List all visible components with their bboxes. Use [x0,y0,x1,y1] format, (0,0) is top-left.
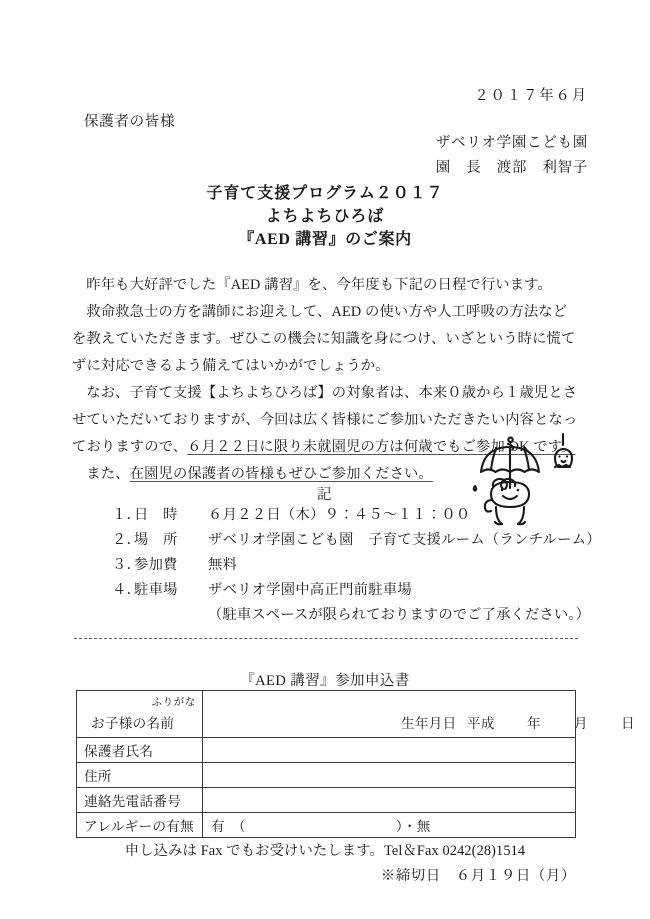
furigana-label: ふりがな [151,697,196,708]
notice-item-4-label: 駐車場 [134,582,178,598]
body-paragraph-4-text: また、 [86,466,130,482]
notice-item-2-value: ザベリオ学園こども園 子育て支援ルーム（ランチルーム） [208,532,601,548]
allergy-separator-text: ）・無 [395,819,431,834]
guardian-name-label: 保護者氏名 [77,738,203,763]
child-name-label-cell [77,691,203,738]
notice-item-4 [112,578,601,603]
notice-parking-note: （駐車スペースが限られておりますのでご了承ください。） [208,607,591,623]
address-label: 住所 [77,763,203,788]
phone-input-cell[interactable] [203,788,576,813]
dob-day-unit: 日 [621,716,635,731]
notice-item-3 [112,553,601,578]
cut-line-divider [74,638,578,639]
table-row-allergy [77,813,576,838]
phone-label: 連絡先電話番号 [77,788,203,813]
child-name-label: お子様の名前 [91,716,175,731]
application-form-table [76,690,635,838]
body-paragraph-2: 救命救急士の方を講師にお迎えして、AED の使い方や人工呼吸の方法などを教えていただきます。ぜひこの機会に知識を身につけ、いざという時に慌てずに対応できるよう備えてはいかがでしょうか。 [72,304,576,374]
allergy-label: アレルギーの有無 [77,813,203,838]
form-title: 『AED 講習』参加申込書 [240,673,410,689]
notice-item-4-value: ザベリオ学園中高正門前駐車場 [208,582,413,598]
umbrella-icon [481,438,539,488]
child-name-input-cell[interactable] [203,691,635,738]
notice-item-1 [112,503,601,528]
dob-month-unit: 月 [574,716,588,731]
notice-item-1-number: １． [112,507,142,523]
allergy-yes-text: 有 （ [211,819,246,834]
notice-item-1-label: 日 時 [134,507,178,523]
body-paragraph-3-underlined: ６月２２日に限り未就園児の方は何歳でもご参加 OK です。 [187,439,576,455]
table-row-phone [77,788,576,813]
table-row-child-name [77,691,576,738]
notice-item-2 [112,528,601,553]
document-date: ２０１７年６月 [474,88,588,104]
dob-label: 生年月日 [401,716,457,731]
allergy-input-cell[interactable] [203,813,576,838]
addressee: 保護者の皆様 [84,114,176,130]
notice-item-2-label: 場 所 [134,532,178,548]
page-title-line2: よちよちひろば [265,208,385,225]
notice-item-3-value: 無料 [208,557,238,573]
notice-item-1-value: ６月２２日（木）９：４５〜１１：００ [208,507,471,523]
body-paragraph-1: 昨年も大好評でした『AED 講習』を、今年度も下記の日程で行います。 [86,277,552,293]
body-paragraph-3-text: なお、子育て支援【よちよちひろば】の対象者は、本来０歳から１歳児とさせていただいておりますが、今回は広く皆様にご参加いただきたい内容となっておりますので、 [72,385,578,455]
guardian-name-input-cell[interactable] [203,738,576,763]
dob-year-unit: 年 [527,716,541,731]
table-row-guardian-name [77,738,576,763]
notice-list [112,503,601,628]
notice-item-4-number: ４． [112,582,142,598]
page-title-line3: 『AED 講習』のご案内 [238,231,412,248]
address-input-cell[interactable] [203,763,576,788]
teru-teru-bozu-icon [555,434,572,467]
body-paragraph-4-underlined: 在園児の保護者の皆様もぜひご参加ください。 [129,466,433,482]
notice-heading: 記 [317,487,333,503]
notice-item-2-number: ２． [112,532,142,548]
dob-era: 平成 [467,716,495,731]
organization-name: ザベリオ学園こども園 [435,135,588,151]
deadline-note: ※締切日 ６月１９日（月） [380,868,576,884]
organization-head: 園 長 渡部 利智子 [435,160,588,176]
page-title-line1: 子育て支援プログラム２０１７ [206,185,444,202]
notice-item-3-number: ３． [112,557,142,573]
notice-item-3-label: 参加費 [134,557,178,573]
fax-note: 申し込みは Fax でもお受けいたします。Tel＆Fax 0242(28)1514 [124,843,526,859]
notice-parking-note-row [112,603,601,628]
table-row-address [77,763,576,788]
